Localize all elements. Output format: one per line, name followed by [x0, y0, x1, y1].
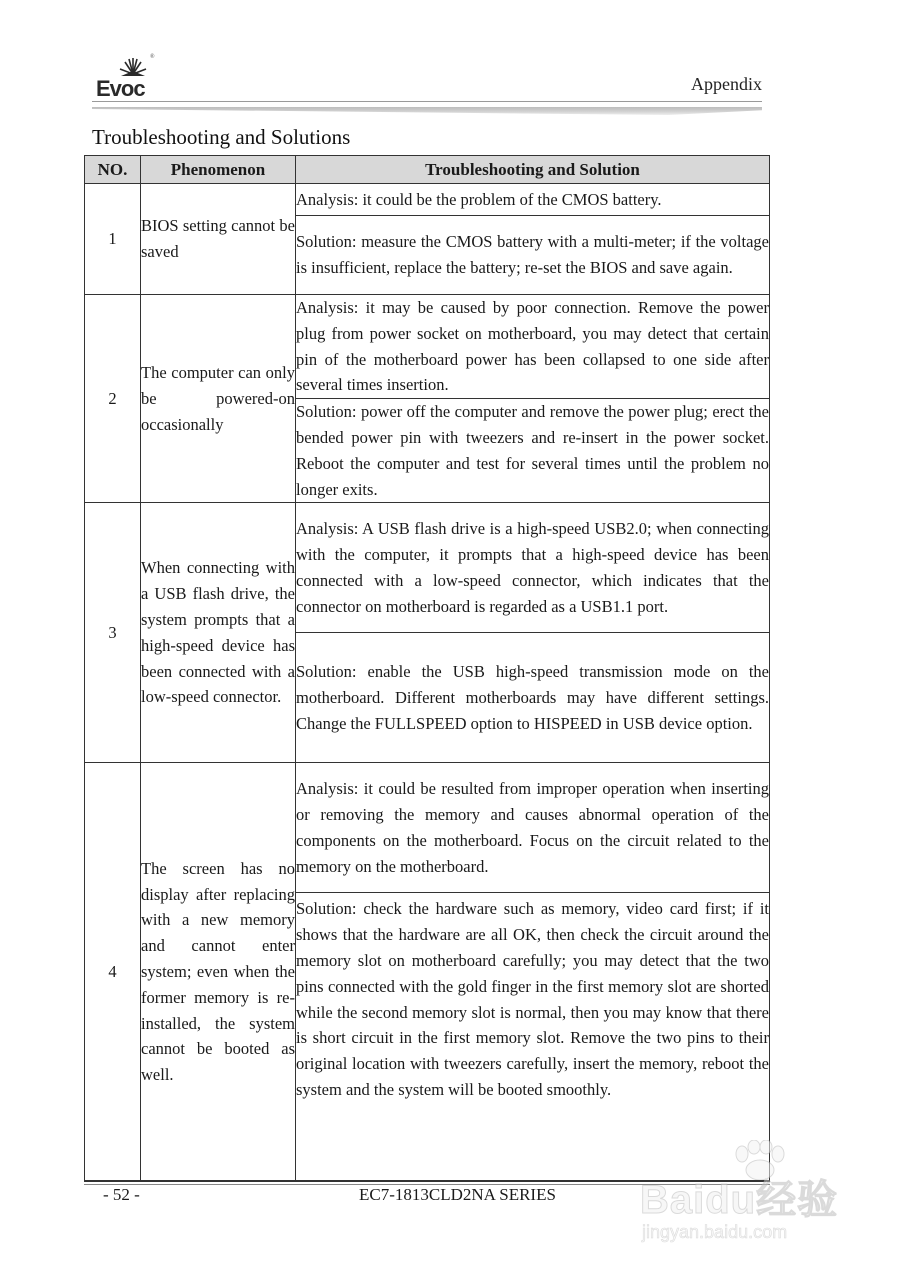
table-row [85, 184, 770, 216]
analysis-cell: Analysis: it could be the problem of the CMOS battery. [296, 184, 770, 216]
watermark-brand: Baidu经验 [640, 1178, 839, 1222]
solution-cell: Solution: enable the USB high-speed transmission mode on the motherboard. Different motherboards may have different settings. Change the FULLSPEED option to HISPEED in USB device option. [296, 633, 770, 763]
section-title: Appendix [691, 74, 762, 94]
solution-cell: Solution: check the hardware such as memory, video card first; if it shows that the hardware are all OK, then check the circuit around the memory slot on motherboard carefully; you may detect that the two pins connected with the gold finger in the first memory slot are shorted while the second memory slot is normal, then you may know that there is short circuit in the first memory slot. Remove the two pins to their original location with tweezers carefully, insert the memory, reboot the system and the system will be booted smoothly. [296, 893, 770, 1181]
column-header-solution: Troubleshooting and Solution [296, 156, 770, 184]
analysis-cell: Analysis: it could be resulted from improper operation when inserting or removing the memory and causes abnormal operation of the components on the motherboard. Focus on the circuit related to the memory on the motherboard. [296, 763, 770, 893]
solution-cell: Solution: power off the computer and remove the power plug; erect the bended power pin with tweezers and re-insert in the power socket. Reboot the computer and test for several times until the problem no longer exits. [296, 399, 770, 503]
row-number: 3 [85, 503, 141, 763]
row-number: 4 [85, 763, 141, 1181]
row-number: 2 [85, 295, 141, 503]
phenomenon-cell: The computer can only be powered-on occasionally [141, 295, 296, 503]
registered-mark: ® [150, 54, 155, 60]
analysis-cell: Analysis: it may be caused by poor connection. Remove the power plug from power socket on motherboard, you may detect that certain pin of the motherboard power has been collapsed to one side after several times insertion. [296, 295, 770, 399]
watermark-url: jingyan.baidu.com [642, 1222, 788, 1242]
column-header-no: NO. [85, 156, 141, 184]
page-heading: Troubleshooting and Solutions [92, 125, 351, 149]
column-header-phenomenon: Phenomenon [141, 156, 296, 184]
sunburst-icon [118, 56, 148, 76]
header-swoosh [92, 107, 762, 115]
table-row [85, 763, 770, 893]
table-header-row [85, 156, 770, 184]
analysis-cell: Analysis: A USB flash drive is a high-speed USB2.0; when connecting with the computer, it prompts that a high-speed device has been connected with a low-speed connector, which indicates that the connector on motherboard is regarded as a USB1.1 port. [296, 503, 770, 633]
row-number: 1 [85, 184, 141, 295]
product-series: EC7-1813CLD2NA SERIES [359, 1185, 556, 1204]
troubleshooting-table [84, 155, 770, 1181]
logo-text: Evoc [96, 76, 145, 101]
table-row [85, 295, 770, 399]
evoc-logo [96, 56, 160, 100]
header-rule [92, 101, 762, 102]
phenomenon-cell: When connecting with a USB flash drive, the system prompts that a high-speed device has been connected with a low-speed connector. [141, 503, 296, 763]
page-number: - 52 - [103, 1185, 140, 1204]
solution-cell: Solution: measure the CMOS battery with a multi-meter; if the voltage is insufficient, replace the battery; re-set the BIOS and save again. [296, 216, 770, 295]
phenomenon-cell: The screen has no display after replacing with a new memory and cannot enter system; even when the former memory is re-installed, the system cannot be booted as well. [141, 763, 296, 1181]
table-row [85, 503, 770, 633]
baidu-watermark [640, 1140, 860, 1260]
phenomenon-cell: BIOS setting cannot be saved [141, 184, 296, 295]
